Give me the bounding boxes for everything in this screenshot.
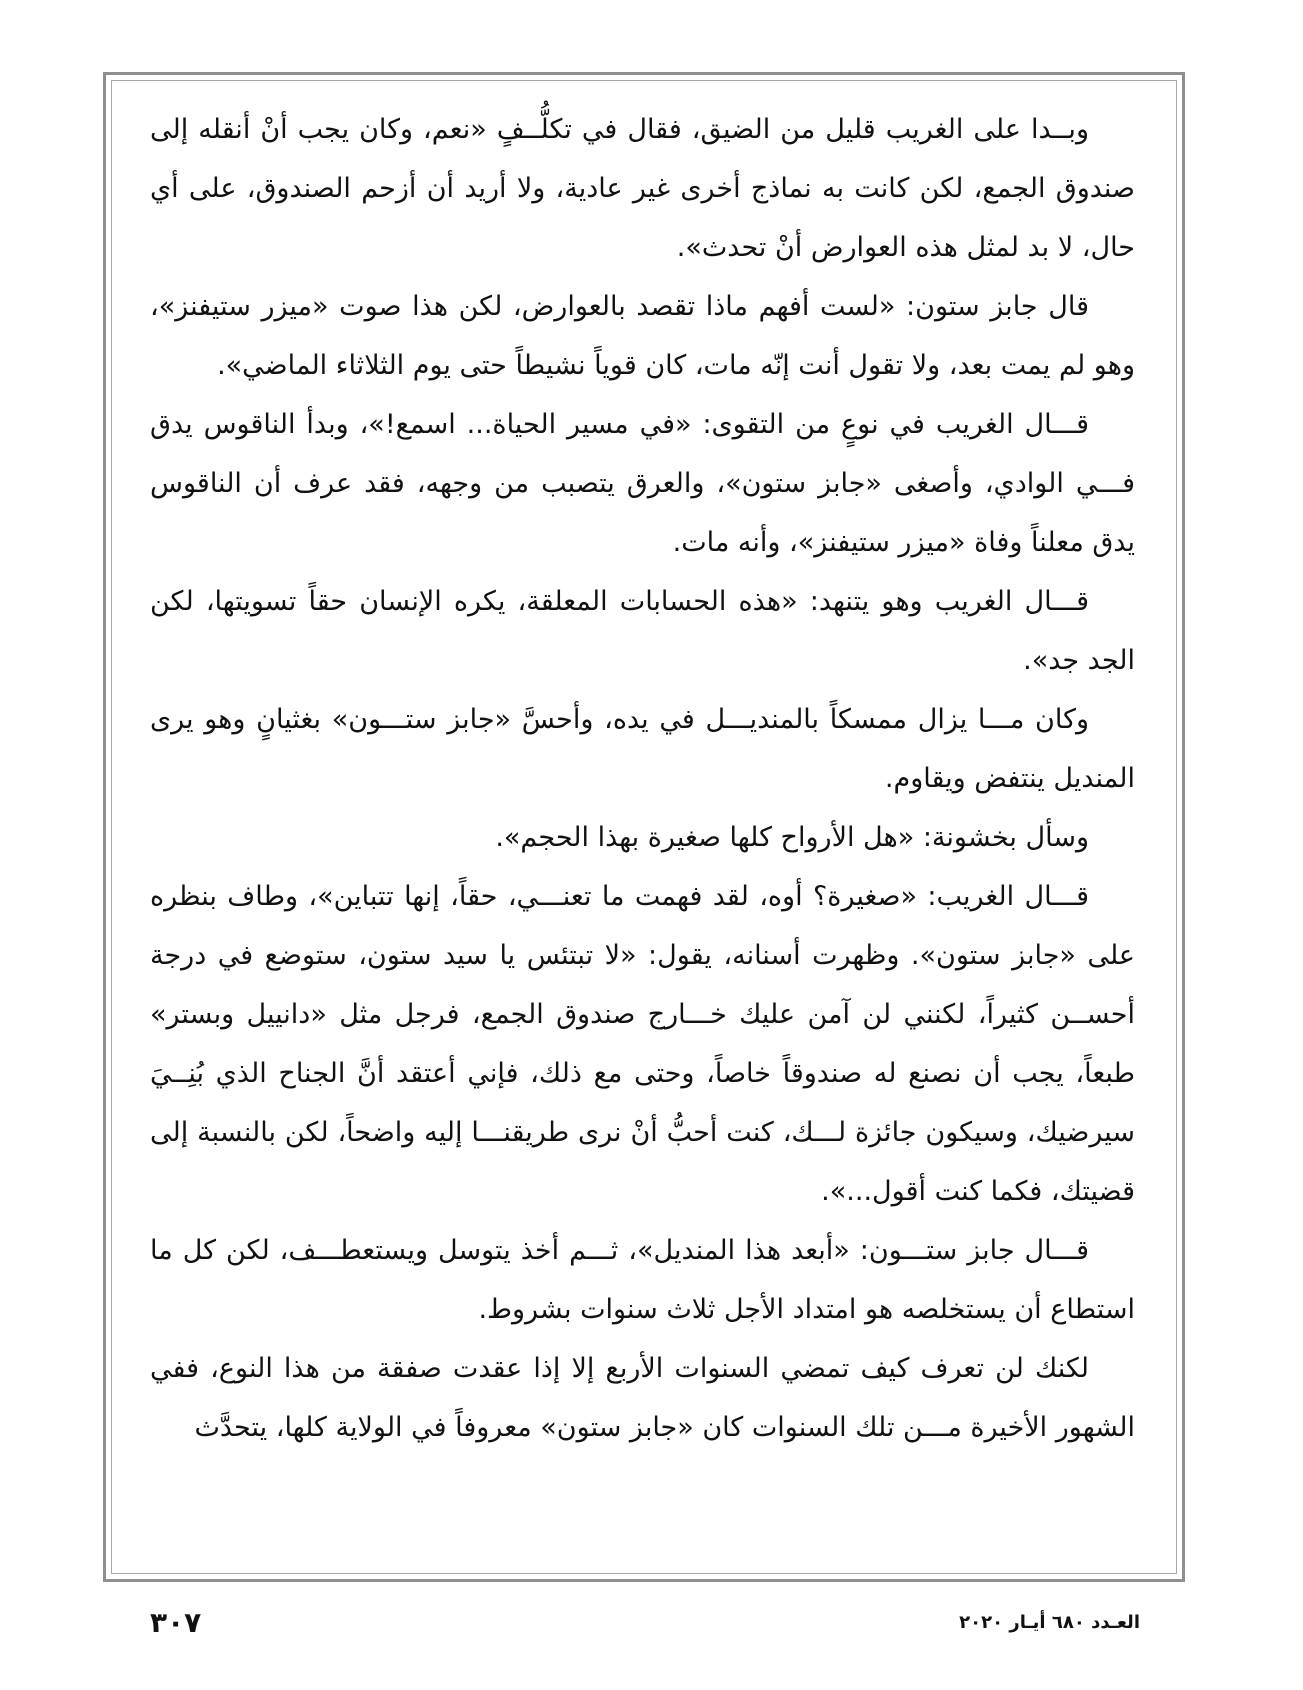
paragraph-8: قـــال جابز ستـــون: «أبعد هذا المنديل»، ثـــم أخذ يتوسل ويستعطـــف، لكن كل ما استطاع أن يستخلصه هو امتداد الأجل ثلاث سنوات بشروط. [150,1235,1135,1325]
paragraph-1: وبــدا على الغريب قليل من الضيق، فقال في تكلُّــفٍ «نعم، وكان يجب أنْ أنقله إلى صندوق الجمع، لكن كانت به نماذج أخرى غير عادية، ولا أريد أن أزحم الصندوق، على أي حال، لا بد لمثل هذه العوارض أنْ تحدث». [150,114,1135,263]
paragraph-7: قـــال الغريب: «صغيرة؟ أوه، لقد فهمت ما تعنـــي، حقاً، إنها تتباين»، وطاف بنظره على «جابز ستون». وظهرت أسنانه، يقول: «لا تبتئس يا سيد ستون، ستوضع في درجة أحســن كثيراً، لكنني لن آمن عليك خـــارج صندوق الجمع، فرجل مثل «دانييل وبستر» طبعاً، يجب أن نصنع له صندوقاً خاصاً، وحتى مع ذلك، فإني أعتقد أنَّ الجناح الذي بُنِــيَ سيرضيك، وسيكون جائزة لـــك، كنت أحبُّ أنْ نرى طريقنـــا إليه واضحاً، لكن بالنسبة إلى قضيتك، فكما كنت أقول...». [150,881,1135,1207]
paragraph-9: لكنك لن تعرف كيف تمضي السنوات الأربع إلا إذا عقدت صفقة من هذا النوع، ففي الشهور الأخيرة مـــن تلك السنوات كان «جابز ستون» معروفاً في الولاية كلها، يتحدَّث [150,1353,1135,1443]
article-body [150,100,1135,1457]
paragraph-6: وسأل بخشونة: «هل الأرواح كلها صغيرة بهذا الحجم». [495,822,1089,853]
page-footer [150,1606,1140,1642]
paragraph-4: قـــال الغريب وهو يتنهد: «هذه الحسابات المعلقة، يكره الإنسان حقاً تسويتها، لكن الجد جد». [150,586,1135,676]
paragraph-3: قـــال الغريب في نوعٍ من التقوى: «في مسير الحياة... اسمع!»، وبدأ الناقوس يدق فـــي الوادي، وأصغى «جابز ستون»، والعرق يتصبب من وجهه، فقد عرف أن الناقوس يدق معلناً وفاة «ميزر ستيفنز»، وأنه مات. [150,409,1135,558]
issue-info: العـدد ٦٨٠ أيـار ٢٠٢٠ [959,1612,1140,1633]
page-number: ٣٠٧ [150,1606,202,1639]
paragraph-5: وكان مـــا يزال ممسكاً بالمنديـــل في يده، وأحسَّ «جابز ستـــون» بغثيانٍ وهو يرى المنديل ينتفض ويقاوم. [150,704,1135,794]
paragraph-2: قال جابز ستون: «لست أفهم ماذا تقصد بالعوارض، لكن هذا صوت «ميزر ستيفنز»، وهو لم يمت بعد، ولا تقول أنت إنّه مات، كان قوياً نشيطاً حتى يوم الثلاثاء الماضي». [150,291,1135,381]
